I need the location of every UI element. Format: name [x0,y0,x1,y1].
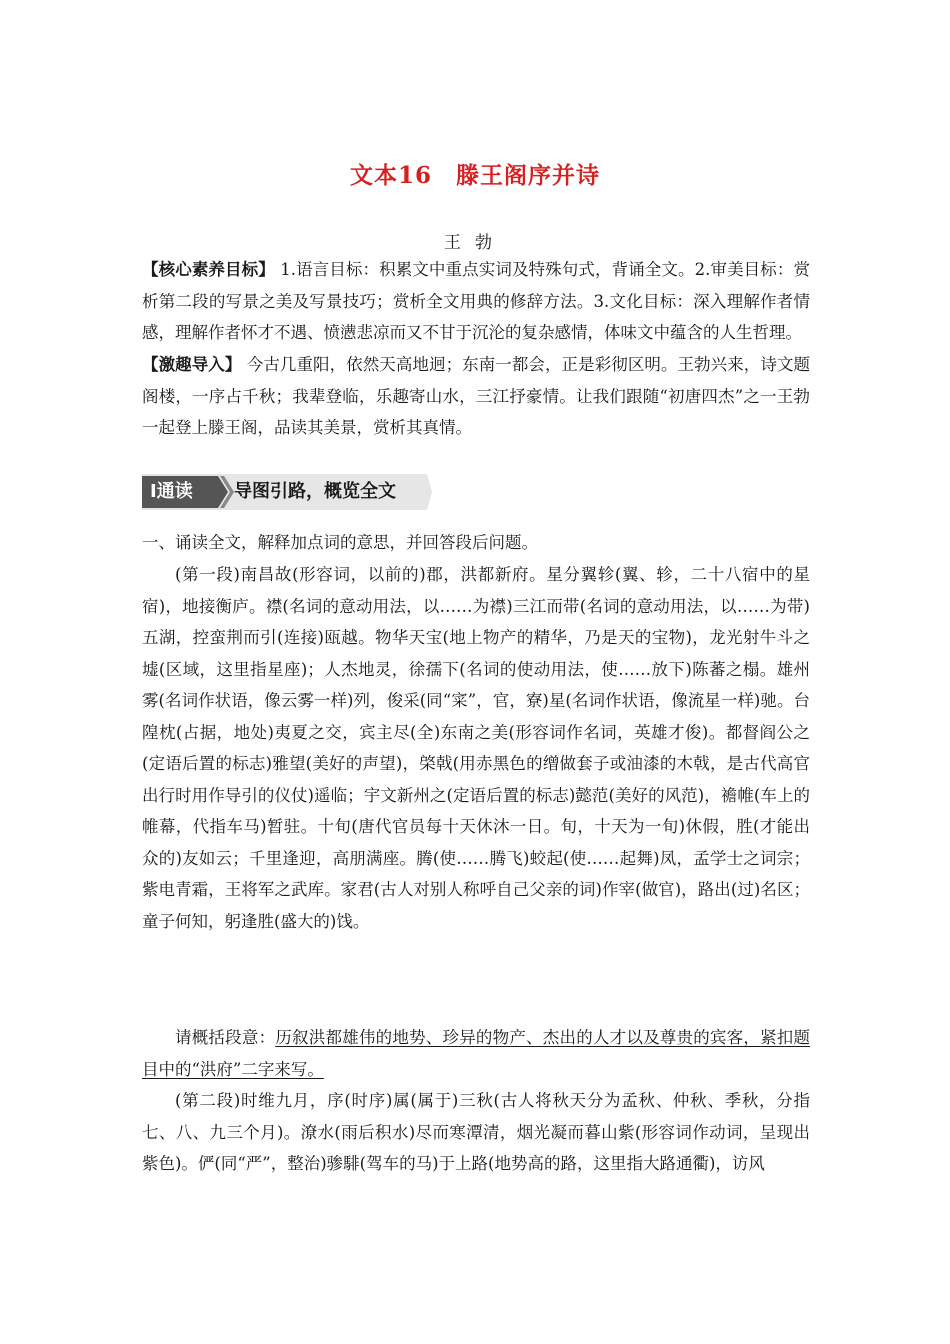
section-banner [142,474,432,510]
intro-text: 今古几重阳，依然天高地迥；东南一都会，正是彩彻区明。王勃兴来，诗文题阁楼，一序占千秋；我辈登临，乐趣寄山水，三江抒豪情。让我们跟随“初唐四杰”之一王勃一起登上滕王阁，品读其美景，赏析其真情。 [142,355,811,437]
paragraph-one: (第一段)南昌故(形容词，以前的)郡，洪都新府。星分翼轸(翼、轸，二十八宿中的星宿)，地接衡庐。襟(名词的意动用法，以……为襟)三江而带(名词的意动用法，以……为带)五湖，控蛮荆而引(连接)瓯越。物华天宝(地上物产的精华，乃是天的宝物)，龙光射牛斗之墟(区域，这里指星座)；人杰地灵，徐孺下(名词的使动用法，使……放下)陈蕃之榻。雄州雾(名词作状语，像云雾一样)列，俊采(同“寀”，官，寮)星(名词作状语，像流星一样)驰。台隍枕(占据，地处)夷夏之交，宾主尽(全)东南之美(形容词作名词，英雄才俊)。都督阎公之(定语后置的标志)雅望(美好的声望)，棨戟(用赤黑色的缯做套子或油漆的木戟，是古代高官出行时用作导引的仪仗)遥临；宇文新州之(定语后置的标志)懿范(美好的风范)，襜帷(车上的帷幕，代指车马)暂驻。十旬(唐代官员每十天休沐一日。旬，十天为一旬)休假，胜(才能出众的)友如云；千里逢迎，高朋满座。腾(使……腾飞)蛟起(使……起舞)凤，孟学士之词宗；紫电青霜，王将军之武库。家君(古人对别人称呼自己父亲的词)作宰(做官)，路出(过)名区；童子何知，躬逢胜(盛大的)饯。 [142,565,810,931]
page-title: 文本16 滕王阁序并诗 [349,162,600,189]
section-tag: Ⅰ通读 [150,481,193,502]
intro-label: 【激趣导入】 [142,355,242,374]
author-name: 王勃 [444,233,506,253]
instruction-text: 一、诵读全文，解释加点词的意思，并回答段后问题。 [142,533,538,552]
goals-paragraph [142,254,810,349]
intro-paragraph [142,349,810,444]
summary-paragraph [142,1022,810,1085]
goals-text: 1.语言目标：积累文中重点实词及特殊句式，背诵全文。2.审美目标：赏析第二段的写景之美及写景技巧；赏析全文用典的修辞方法。3.文化目标：深入理解作者情感，理解作者怀才不遇、愤懑悲凉而又不甘于沉沦的复杂感情，体味文中蕴含的人生哲理。 [142,260,810,342]
section-heading: 导图引路，概览全文 [234,481,396,502]
paragraph-two: (第二段)时维九月，序(时序)属(属于)三秋(古人将秋天分为孟秋、仲秋、季秋，分指七、八、九三个月)。潦水(雨后积水)尽而寒潭清，烟光凝而暮山紫(形容词作动词，呈现出紫色)。俨(同“严”，整治)骖騑(驾车的马)于上路(地势高的路，这里指大路通衢)，访风 [142,1091,810,1173]
summary-prompt: 请概括段意： [175,1028,276,1047]
goals-label: 【核心素养目标】 [142,260,275,279]
summary-answer: 历叙洪都雄伟的地势、珍异的物产、杰出的人才以及尊贵的宾客，紧扣题目中的“洪府”二字来写。 [142,1028,811,1079]
